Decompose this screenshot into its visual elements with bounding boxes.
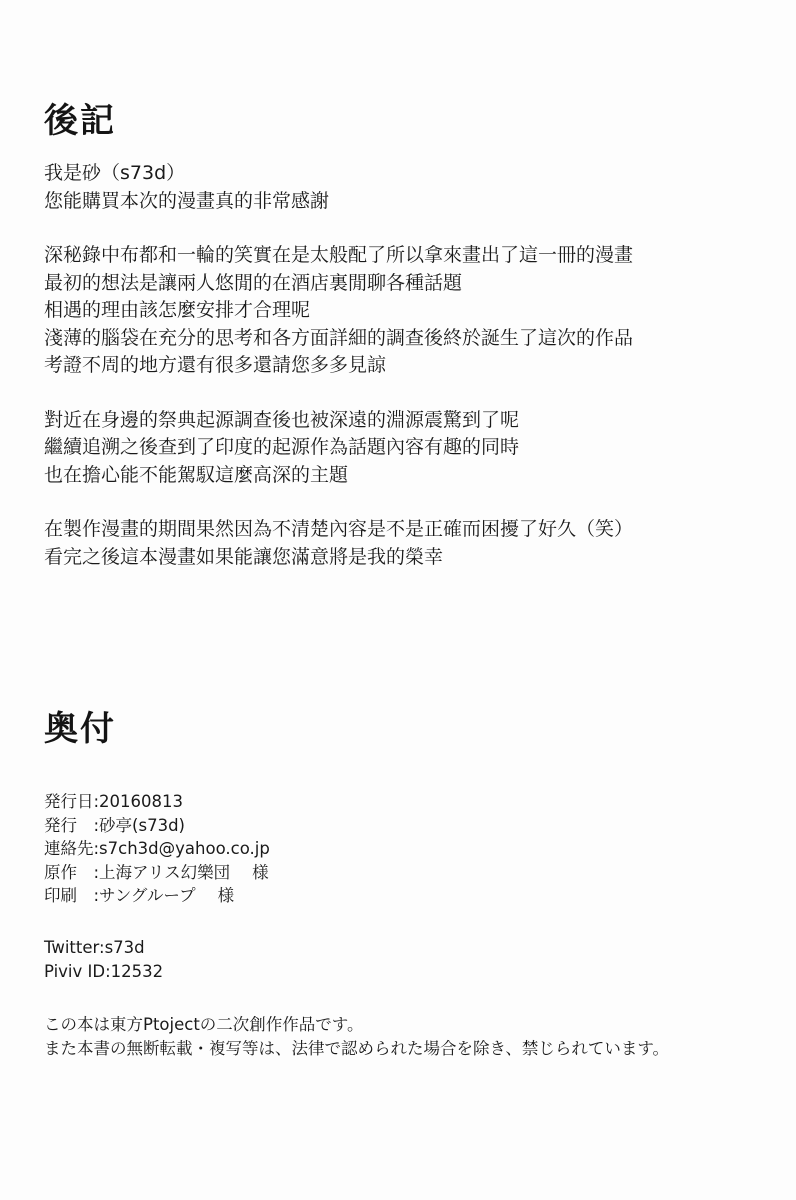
- colophon-notice: [44, 1013, 764, 1061]
- afterword-body: [44, 160, 764, 571]
- twitter-handle: Twitter:s73d: [44, 938, 145, 957]
- afterword-line: 淺薄的腦袋在充分的思考和各方面詳細的調查後終於誕生了這次的作品: [44, 326, 634, 349]
- pixiv-id: Piviv ID:12532: [44, 961, 164, 981]
- afterword-line: 您能購買本次的漫畫真的非常感謝: [44, 189, 330, 212]
- afterword-line: 相遇的理由該怎麼安排才合理呢: [44, 299, 311, 321]
- afterword-line: 最初的想法是讓兩人悠閒的在酒店裏閒聊各種話題: [44, 271, 463, 294]
- afterword-line: 深秘錄中布都和一輪的笑實在是太般配了所以拿來畫出了這一冊的漫畫: [44, 244, 634, 266]
- afterword-line: 對近在身邊的祭典起源調查後也被深遠的淵源震驚到了呢: [44, 408, 520, 431]
- afterword-line: 我是砂（s73d）: [44, 162, 186, 184]
- afterword-line: 繼續追溯之後查到了印度的起源作為話題內容有趣的同時: [44, 436, 520, 458]
- afterword-paragraph: [44, 160, 764, 215]
- afterword-title: 後記: [44, 101, 116, 141]
- afterword-paragraph: [44, 516, 764, 571]
- colophon-row-printer: 印刷 :サングループ 様: [44, 886, 235, 905]
- afterword-line: 考證不周的地方還有很多還請您多多見諒: [44, 354, 387, 376]
- afterword-line: 也在擔心能不能駕馭這麼高深的主題: [44, 463, 349, 486]
- notice-line: また本書の無断転載・複写等は、法律で認められた場合を除き、禁じられています。: [44, 1039, 670, 1058]
- colophon-row-publisher: 発行 :砂亭(s73d): [44, 815, 185, 835]
- afterword-line: 看完之後這本漫畫如果能讓您滿意將是我的榮幸: [44, 545, 444, 568]
- afterword-line: 在製作漫畫的期間果然因為不清楚內容是不是正確而困擾了好久（笑）: [44, 518, 634, 540]
- colophon-row-original: 原作 :上海アリス幻樂団 様: [44, 862, 269, 882]
- colophon-title: 奥付: [44, 709, 116, 749]
- afterword-paragraph: [44, 242, 764, 380]
- colophon-row-date: 発行日:20160813: [44, 792, 184, 811]
- colophon-row-contact: 連絡先:s7ch3d@yahoo.co.jp: [44, 839, 270, 858]
- afterword-paragraph: [44, 407, 764, 490]
- colophon-info: [44, 790, 764, 908]
- notice-line: この本は東方Ptojectの二次創作作品です。: [44, 1015, 364, 1034]
- colophon-social: [44, 936, 764, 983]
